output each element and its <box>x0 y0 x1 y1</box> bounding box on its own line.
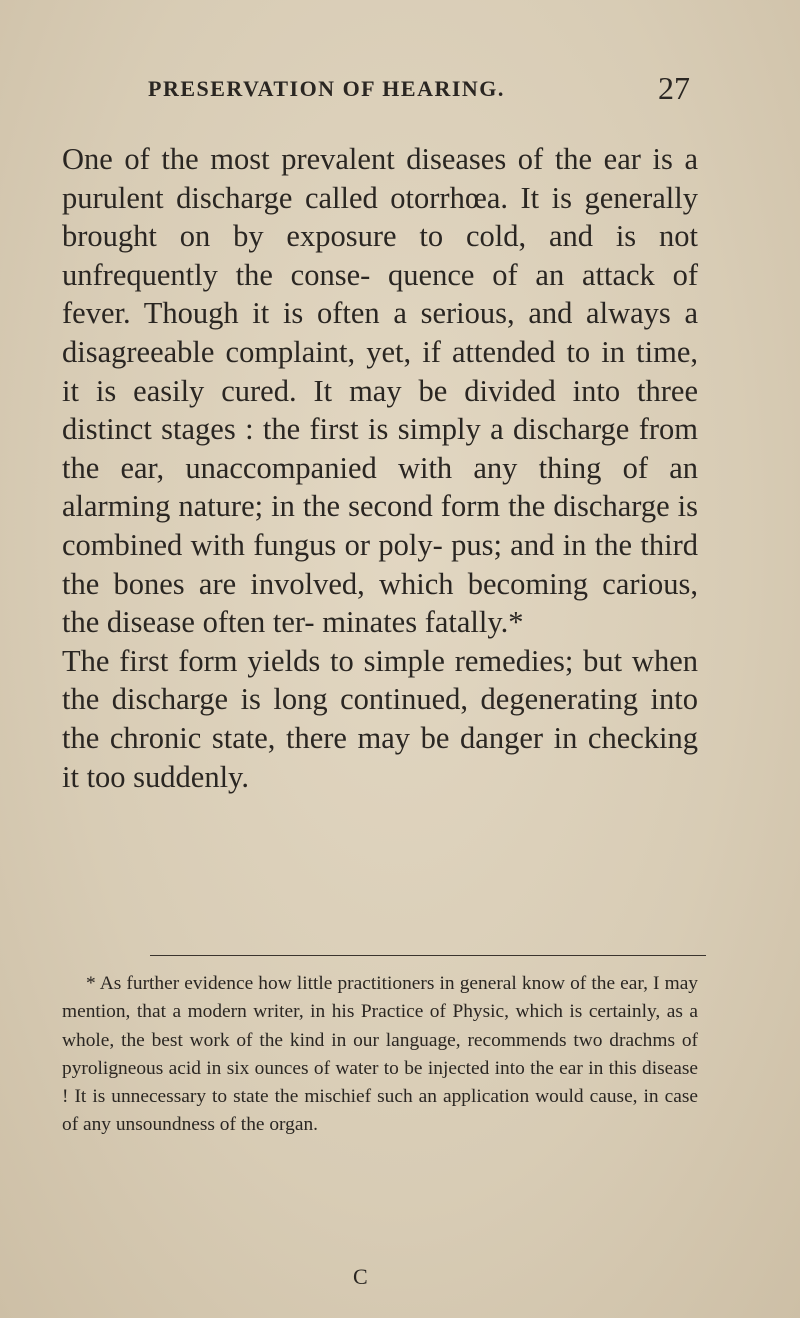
signature-mark: C <box>353 1264 368 1289</box>
paragraph-2: The first form yields to simple remedies; but when the discharge is long continued, degenerating into the chronic state, there may be danger in checking it too suddenly. <box>62 643 698 794</box>
footnote-rule <box>150 955 706 956</box>
footnote-text: * As further evidence how little practitioners in general know of the ear, I may mention, that a modern writer, in his Practice of Physic, which is certainly, as a whole, the best work of the kind in our language, recommends two drachms of pyroligneous acid in six ounces of water to be injected into the ear in this disease ! It is unnecessary to state the mischief such an application would cause, in case of any unsoundness of the organ. <box>62 973 698 1136</box>
page-header <box>0 70 800 110</box>
paragraph-1: One of the most prevalent diseases of the ear is a purulent discharge called otorrhœa. It is generally brought on by exposure to cold, and is not unfrequently the conse- quence of an attack of fever. Though it is often a serious, and always a disagreeable complaint, yet, if attended to in time, it is easily cured. It may be divided into three distinct stages : the first is simply a discharge from the ear, unaccompanied with any thing of an alarming nature; in the second form the discharge is combined with fungus or poly- pus; and in the third the bones are involved, which becoming carious, the disease often ter- minates fatally.* <box>62 142 698 640</box>
footnote <box>62 970 698 1140</box>
body-text <box>62 140 698 796</box>
running-head: PRESERVATION OF HEARING. <box>148 76 505 101</box>
page-number: 27 <box>658 70 690 106</box>
